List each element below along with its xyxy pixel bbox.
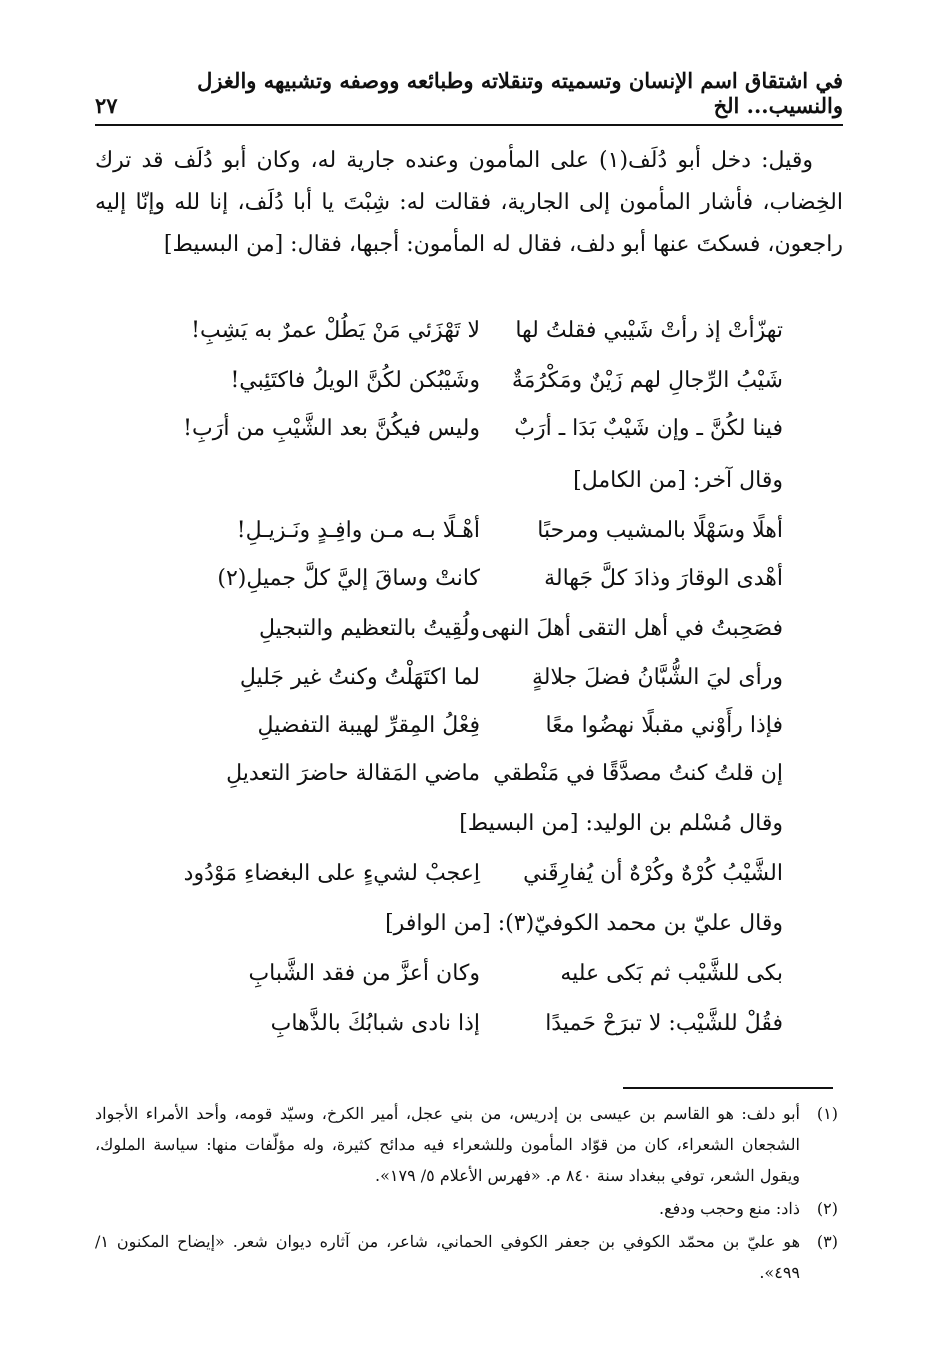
verse-line [95, 848, 843, 898]
verse-line [95, 603, 843, 653]
poem-intro: وقال عليّ بن محمد الكوفيّ(٣): [من الوافر] [385, 910, 783, 936]
verse-second-hemistich: وشَيْبُكن لكُنَّ الويلُ فاكتَئِبي! [230, 367, 480, 393]
verse-first-hemistich: إن قلتُ كنتُ مصدَّقًا في مَنْطقي [493, 760, 783, 786]
verse-line [95, 403, 843, 453]
verse-line [95, 553, 843, 603]
verse-line [95, 948, 843, 998]
prose-paragraph [95, 140, 843, 266]
verse-line [95, 700, 843, 750]
poem-intro: وقال مُسْلم بن الوليد: [من البسيط] [459, 810, 783, 836]
verse-first-hemistich: شَيْبُ الرِّجالِ لهم زَيْنٌ ومَكْرُمَةٌ [511, 367, 783, 393]
verse-first-hemistich: فإذا رأَوْني مقبلًا نهضُوا معًا [545, 712, 783, 738]
poem-intro: وقال آخر: [من الكامل] [573, 467, 783, 493]
verse-second-hemistich: ماضي المَقالة حاضرَ التعديلِ [226, 760, 480, 786]
verse-first-hemistich: الشَّيْبُ كُرْهٌ وكُرْهٌ أن يُفارِقَني [523, 860, 783, 886]
header-title: في اشتقاق اسم الإنسان وتسميته وتنقلاته وطبائعه ووصفه وتشبيهه والغزل والنسيب... الخ [197, 68, 843, 118]
verse-second-hemistich: ولُقِيتُ بالتعظيم والتبجيلِ [258, 615, 480, 641]
verse-second-hemistich: كانتْ وساقَ إليَّ كلَّ جميلِ(٢) [217, 565, 480, 591]
verse-second-hemistich: إذا نادى شبابُكَ بالذَّهابِ [270, 1010, 480, 1036]
footnotes [95, 1098, 838, 1290]
verse-second-hemistich: لا تَهْزَئي مَنْ يَطُلْ عمرٌ به يَشِبِ! [191, 317, 480, 343]
footnote-number: (٢) [816, 1199, 838, 1218]
verse-line [95, 998, 843, 1048]
verse-line [95, 748, 843, 798]
header-rule [95, 124, 843, 126]
footnote [95, 1226, 838, 1288]
footnote-text: أبو دلف: هو القاسم بن عيسى بن إدريس، من بني عجل، أمير الكرخ، وسيّد قومه، وأحد الأمراء الأجواد الشجعان الشعراء، كان من قوّاد المأمون وللشعراء فيه مدائح كثيرة، وله مؤلّفات منها: سياسة الملوك، ويقول الشعر، توفي ببغداد سنة ٨٤٠ م. «فهرس الأعلام ٥/ ١٧٩». [95, 1104, 801, 1185]
running-header [95, 68, 843, 118]
footnote-text: هو عليّ بن محمّد الكوفي بن جعفر الكوفي الحماني، شاعر، من آثاره ديوان شعر. «إيضاح المكنون ١/ ٤٩٩». [95, 1232, 800, 1282]
footnote [95, 1098, 838, 1191]
footnote [95, 1193, 838, 1224]
verse-line [95, 652, 843, 702]
verse-first-hemistich: أهْدى الوقارَ وذادَ كلَّ جَهالة [544, 565, 783, 591]
verse-first-hemistich: بكى للشَّيْب ثم بَكى عليه [560, 960, 783, 986]
verse-line [95, 305, 843, 355]
verse-second-hemistich: لما اكتَهَلْتُ وكنتُ غير جَليلِ [239, 664, 480, 690]
verse-first-hemistich: فينا لكُنَّ ـ وإن شَيْبٌ بَدَا ـ أرَبٌ [514, 415, 783, 441]
page-number: ٢٧ [95, 93, 118, 118]
verse-second-hemistich: اِعجبْ لشيءٍ على البغضاءِ مَوْدُود [183, 860, 480, 886]
verse-first-hemistich: فقُلْ للشَّيْب: لا تبرَحْ حَميدًا [545, 1010, 783, 1036]
footnote-number: (١) [816, 1104, 838, 1123]
prose-text: وقيل: دخل أبو دُلَف(١) على المأمون وعنده جارية له، وكان أبو دُلَف قد ترك الخِضاب، فأشار المأمون إلى الجارية، فقالت له: شِبْتَ يا أبا دُلَف، إنا لله وإنّا إليه راجعون، فسكتَ عنها أبو دلف، فقال له المأمون: أجبها، فقال: [من البسيط] [95, 148, 843, 257]
verse-second-hemistich: وليس فيكُنَّ بعد الشَّيْبِ من أرَبِ! [183, 415, 480, 441]
verse-second-hemistich: أهْـلًا بـه مـن وافِـدٍ ونَـزيـلِ! [236, 517, 480, 543]
verse-first-hemistich: تهزّأتْ إذ رأتْ شَيْبي فقلتُ لها [515, 317, 783, 343]
footnote-rule [623, 1087, 833, 1089]
verse-line [95, 505, 843, 555]
verse-first-hemistich: فصَحِبتُ في أهل التقى أهلَ النهى [481, 615, 783, 641]
verse-first-hemistich: ورأى ليَ الشُّبَّانُ فضلَ جلالةٍ [531, 664, 783, 690]
verse-line [95, 355, 843, 405]
verse-first-hemistich: أهلًا وسَهْلًا بالمشيب ومرحبًا [537, 517, 783, 543]
verse-second-hemistich: فِعْلُ المِقرِّ لهيبة التفضيلِ [257, 712, 480, 738]
footnote-text: ذاد: منع وحجب ودفع. [658, 1199, 800, 1218]
footnote-number: (٣) [816, 1232, 838, 1251]
verse-second-hemistich: وكان أعزَّ من فقد الشَّبابِ [248, 960, 480, 986]
